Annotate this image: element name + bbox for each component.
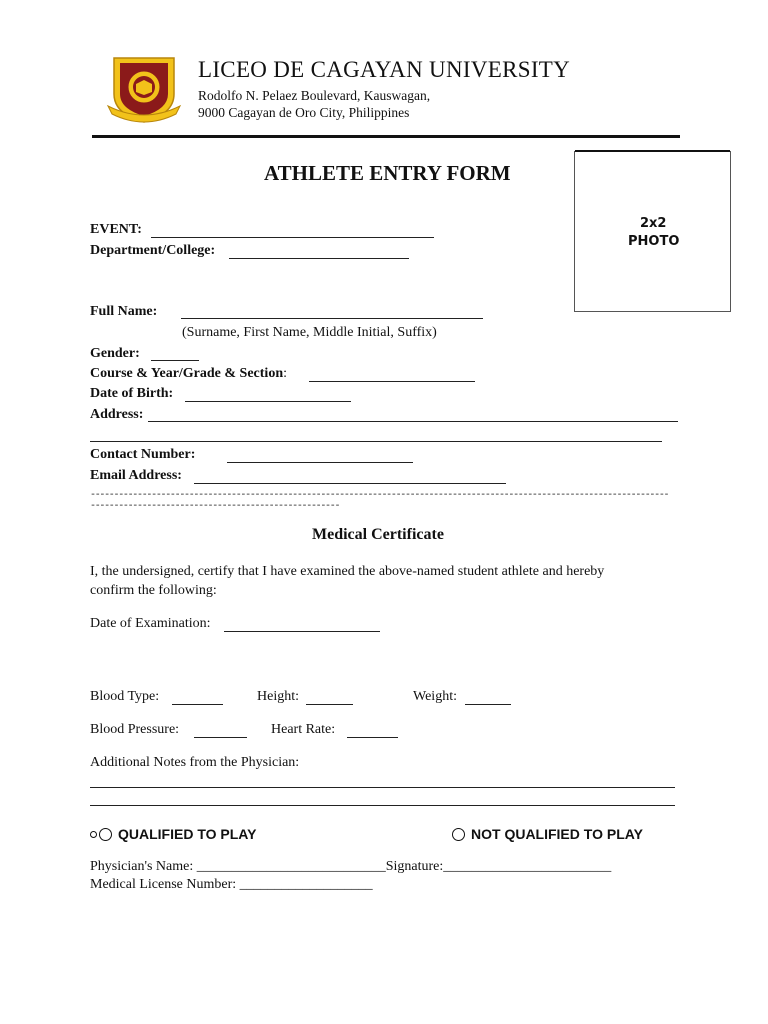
contact-number-label: Contact Number: — [90, 447, 196, 462]
qualified-label: QUALIFIED TO PLAY — [118, 826, 257, 842]
signature-field[interactable]: ________________________ — [443, 859, 612, 874]
gender-label: Gender: — [90, 346, 140, 361]
department-field[interactable] — [229, 258, 409, 259]
email-label: Email Address: — [90, 468, 182, 483]
blood-type-field[interactable] — [172, 704, 223, 705]
license-row — [90, 877, 373, 893]
weight-field[interactable] — [465, 704, 511, 705]
physician-notes-line1[interactable] — [90, 787, 675, 788]
department-label: Department/College: — [90, 243, 216, 258]
certify-text-line1: I, the undersigned, certify that I have examined the above-named student athlete and hereby — [90, 564, 605, 579]
contact-number-field[interactable] — [227, 462, 413, 463]
photo-label: PHOTO — [628, 234, 680, 249]
course-label-colon: : — [283, 366, 287, 381]
medical-certificate-title: Medical Certificate — [312, 526, 444, 543]
physician-name-row — [90, 859, 611, 875]
university-address-line2: 9000 Cagayan de Oro City, Philippines — [198, 105, 410, 120]
license-label: Medical License Number: — [90, 877, 237, 892]
certify-text-line2: confirm the following: — [90, 583, 217, 598]
address-field-line2[interactable] — [90, 441, 662, 442]
university-address-line1: Rodolfo N. Pelaez Boulevard, Kauswagan, — [198, 88, 431, 103]
heart-rate-field[interactable] — [347, 737, 398, 738]
blood-pressure-label: Blood Pressure: — [90, 722, 180, 737]
full-name-field[interactable] — [181, 318, 483, 319]
not-qualified-label: NOT QUALIFIED TO PLAY — [471, 826, 643, 842]
dob-label: Date of Birth: — [90, 386, 174, 401]
physician-name-label: Physician's Name: — [90, 859, 194, 874]
signature-label: Signature: — [385, 859, 444, 874]
license-field[interactable]: ___________________ — [239, 877, 373, 892]
height-field[interactable] — [306, 704, 353, 705]
course-label — [90, 366, 287, 382]
full-name-label: Full Name: — [90, 304, 158, 319]
not-qualified-radio-icon[interactable] — [452, 828, 465, 841]
event-field[interactable] — [151, 237, 434, 238]
address-label: Address: — [90, 407, 144, 422]
physician-notes-line2[interactable] — [90, 805, 675, 806]
photo-placeholder-box — [574, 151, 731, 312]
event-label: EVENT: — [90, 222, 142, 237]
exam-date-label: Date of Examination: — [90, 616, 211, 631]
course-label-text: Course & Year/Grade & Section — [90, 366, 284, 381]
university-seal-logo — [106, 54, 182, 124]
blood-pressure-field[interactable] — [194, 737, 247, 738]
address-field-line1[interactable] — [148, 421, 678, 422]
qualified-radio-icon[interactable] — [99, 828, 112, 841]
height-label: Height: — [257, 689, 299, 704]
heart-rate-label: Heart Rate: — [271, 722, 336, 737]
blood-type-label: Blood Type: — [90, 689, 160, 704]
physician-name-field[interactable]: ___________________________ — [196, 859, 386, 874]
exam-date-field[interactable] — [224, 631, 380, 632]
course-field[interactable] — [309, 381, 475, 382]
section-separator: -------------------------------------------------------------------------------------------------------------------------------------------------------------------------------- — [90, 490, 669, 512]
email-field[interactable] — [194, 483, 506, 484]
dob-field[interactable] — [185, 401, 351, 402]
header-divider — [92, 135, 680, 138]
weight-label: Weight: — [413, 689, 457, 704]
gender-field[interactable] — [151, 360, 199, 361]
photo-size-label: 2x2 — [640, 216, 667, 231]
physician-notes-label: Additional Notes from the Physician: — [90, 755, 300, 770]
form-title: ATHLETE ENTRY FORM — [264, 161, 511, 185]
university-name: LICEO DE CAGAYAN UNIVERSITY — [198, 57, 571, 82]
qualified-radio-small-icon — [90, 831, 97, 838]
full-name-hint: (Surname, First Name, Middle Initial, Suffix) — [182, 325, 437, 340]
